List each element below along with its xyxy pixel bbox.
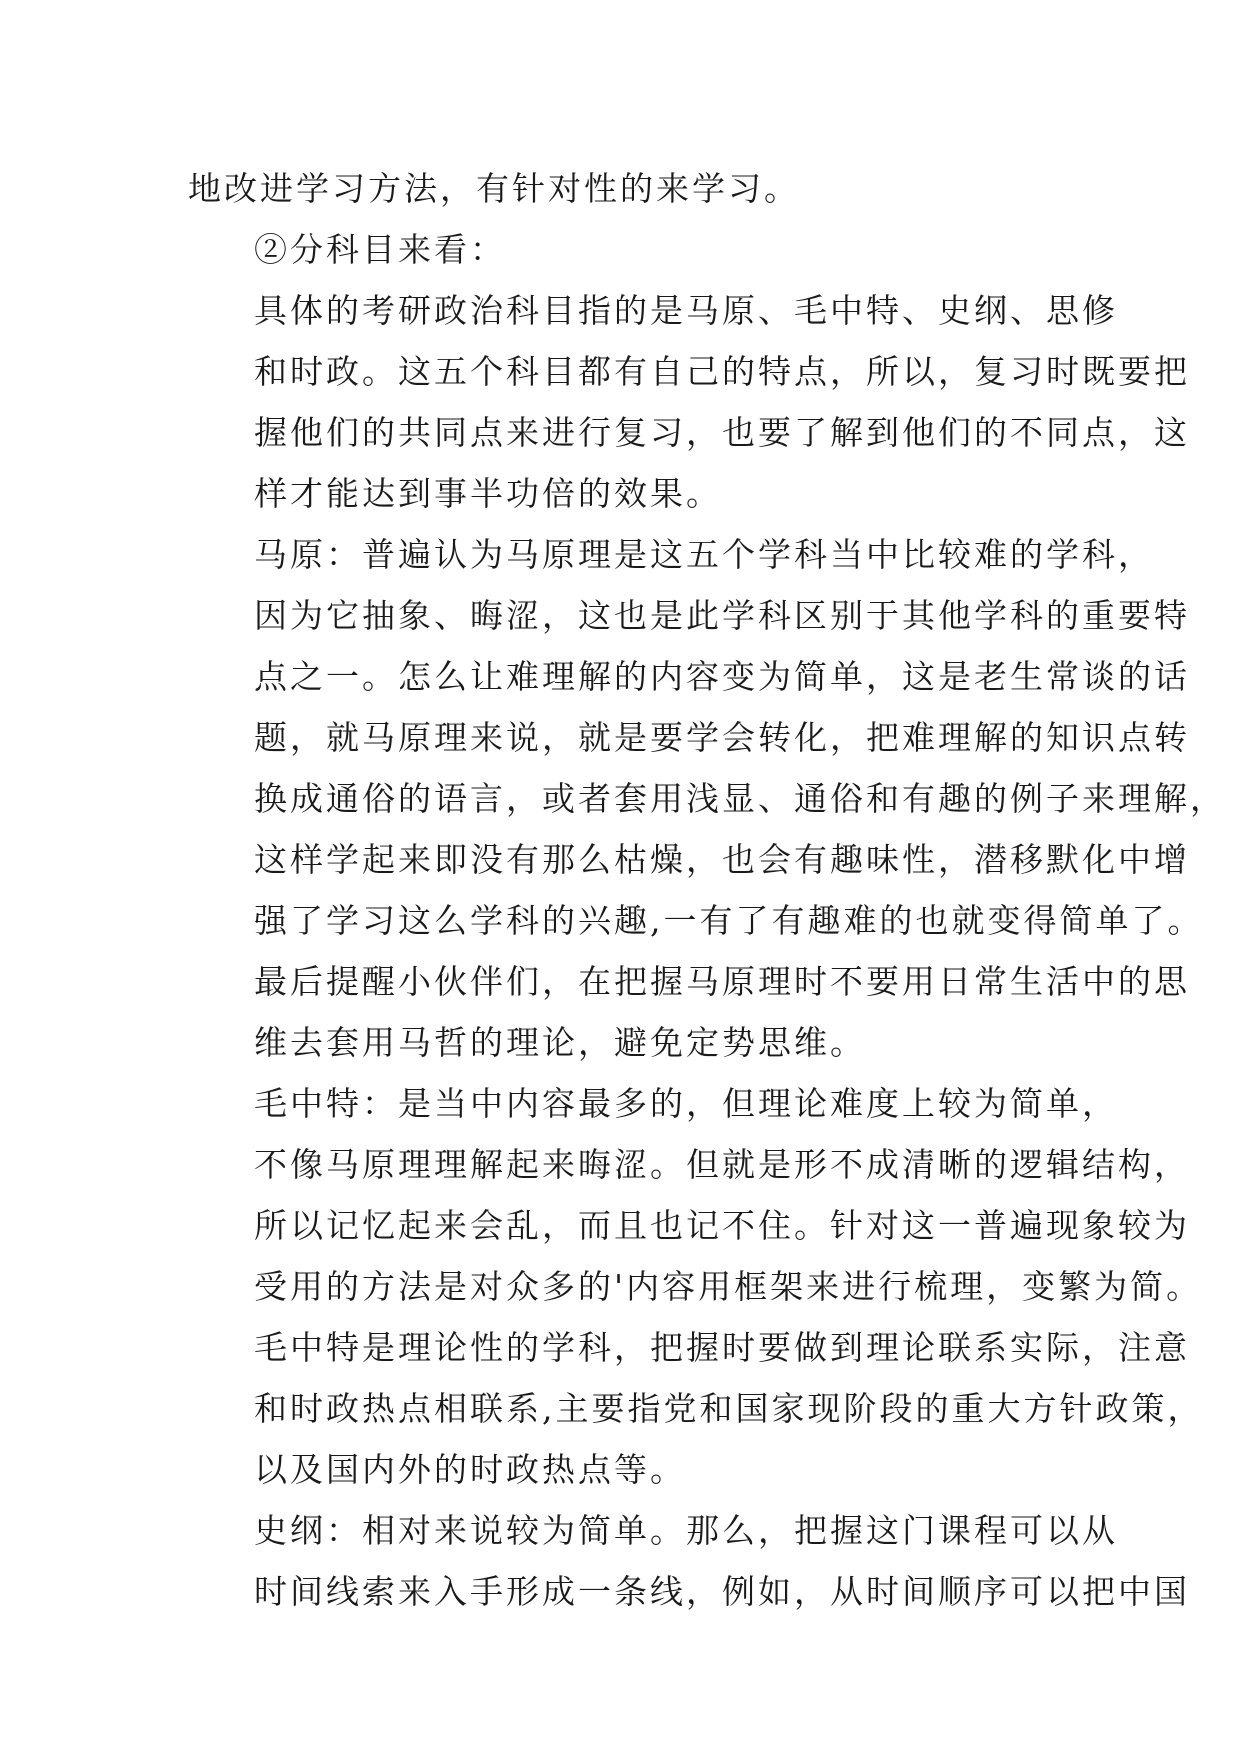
document-body bbox=[188, 158, 1226, 1622]
text-line: 时间线索来入手形成一条线，例如，从时间顺序可以把中国 bbox=[254, 1572, 1190, 1611]
text-line: 换成通俗的语言，或者套用浅显、通俗和有趣的例子来理解， bbox=[254, 779, 1226, 818]
paragraph-subheading bbox=[188, 219, 1058, 280]
text-line: 史纲：相对来说较为简单。那么，把握这门课程可以从 bbox=[254, 1511, 1118, 1550]
text-line: 毛中特：是当中内容最多的，但理论难度上较为简单， bbox=[254, 1084, 1118, 1123]
text-line: 不像马原理理解起来晦涩。但就是形不成清晰的逻辑结构， bbox=[254, 1145, 1190, 1184]
text-line: 地改进学习方法，有针对性的来学习。 bbox=[188, 169, 800, 208]
text-line: 强了学习这么学科的兴趣,一有了有趣难的也就变得简单了。 bbox=[254, 901, 1204, 940]
text-line: 以及国内外的时政热点等。 bbox=[254, 1450, 686, 1489]
text-line: 和时政。这五个科目都有自己的特点，所以，复习时既要把 bbox=[254, 352, 1190, 391]
text-line: 所以记忆起来会乱，而且也记不住。针对这一普遍现象较为 bbox=[254, 1206, 1190, 1245]
text-line: ②分科目来看： bbox=[254, 230, 506, 269]
paragraph-shigang bbox=[188, 1500, 1190, 1622]
text-line: 样才能达到事半功倍的效果。 bbox=[254, 474, 722, 513]
paragraph-overview bbox=[188, 280, 1190, 524]
text-line: 和时政热点相联系,主要指党和国家现阶段的重大方针政策， bbox=[254, 1389, 1204, 1428]
text-line: 毛中特是理论性的学科，把握时要做到理论联系实际，注意 bbox=[254, 1328, 1190, 1367]
text-line: 维去套用马哲的理论，避免定势思维。 bbox=[254, 1023, 866, 1062]
paragraph-mayuan bbox=[188, 524, 1226, 1073]
text-line: 马原：普遍认为马原理是这五个学科当中比较难的学科， bbox=[254, 535, 1154, 574]
text-line: 握他们的共同点来进行复习，也要了解到他们的不同点，这 bbox=[254, 413, 1190, 452]
text-line: 这样学起来即没有那么枯燥，也会有趣味性，潜移默化中增 bbox=[254, 840, 1190, 879]
text-line: 点之一。怎么让难理解的内容变为简单，这是老生常谈的话 bbox=[254, 657, 1190, 696]
text-line: 受用的方法是对众多的'内容用框架来进行梳理，变繁为简。 bbox=[254, 1267, 1203, 1306]
paragraph-maozhongte bbox=[188, 1073, 1204, 1500]
text-line: 因为它抽象、晦涩，这也是此学科区别于其他学科的重要特 bbox=[254, 596, 1190, 635]
text-line: 具体的考研政治科目指的是马原、毛中特、史纲、思修 bbox=[254, 291, 1118, 330]
text-line: 题，就马原理来说，就是要学会转化，把难理解的知识点转 bbox=[254, 718, 1190, 757]
text-line: 最后提醒小伙伴们，在把握马原理时不要用日常生活中的思 bbox=[254, 962, 1190, 1001]
paragraph-continuation bbox=[188, 158, 1058, 219]
